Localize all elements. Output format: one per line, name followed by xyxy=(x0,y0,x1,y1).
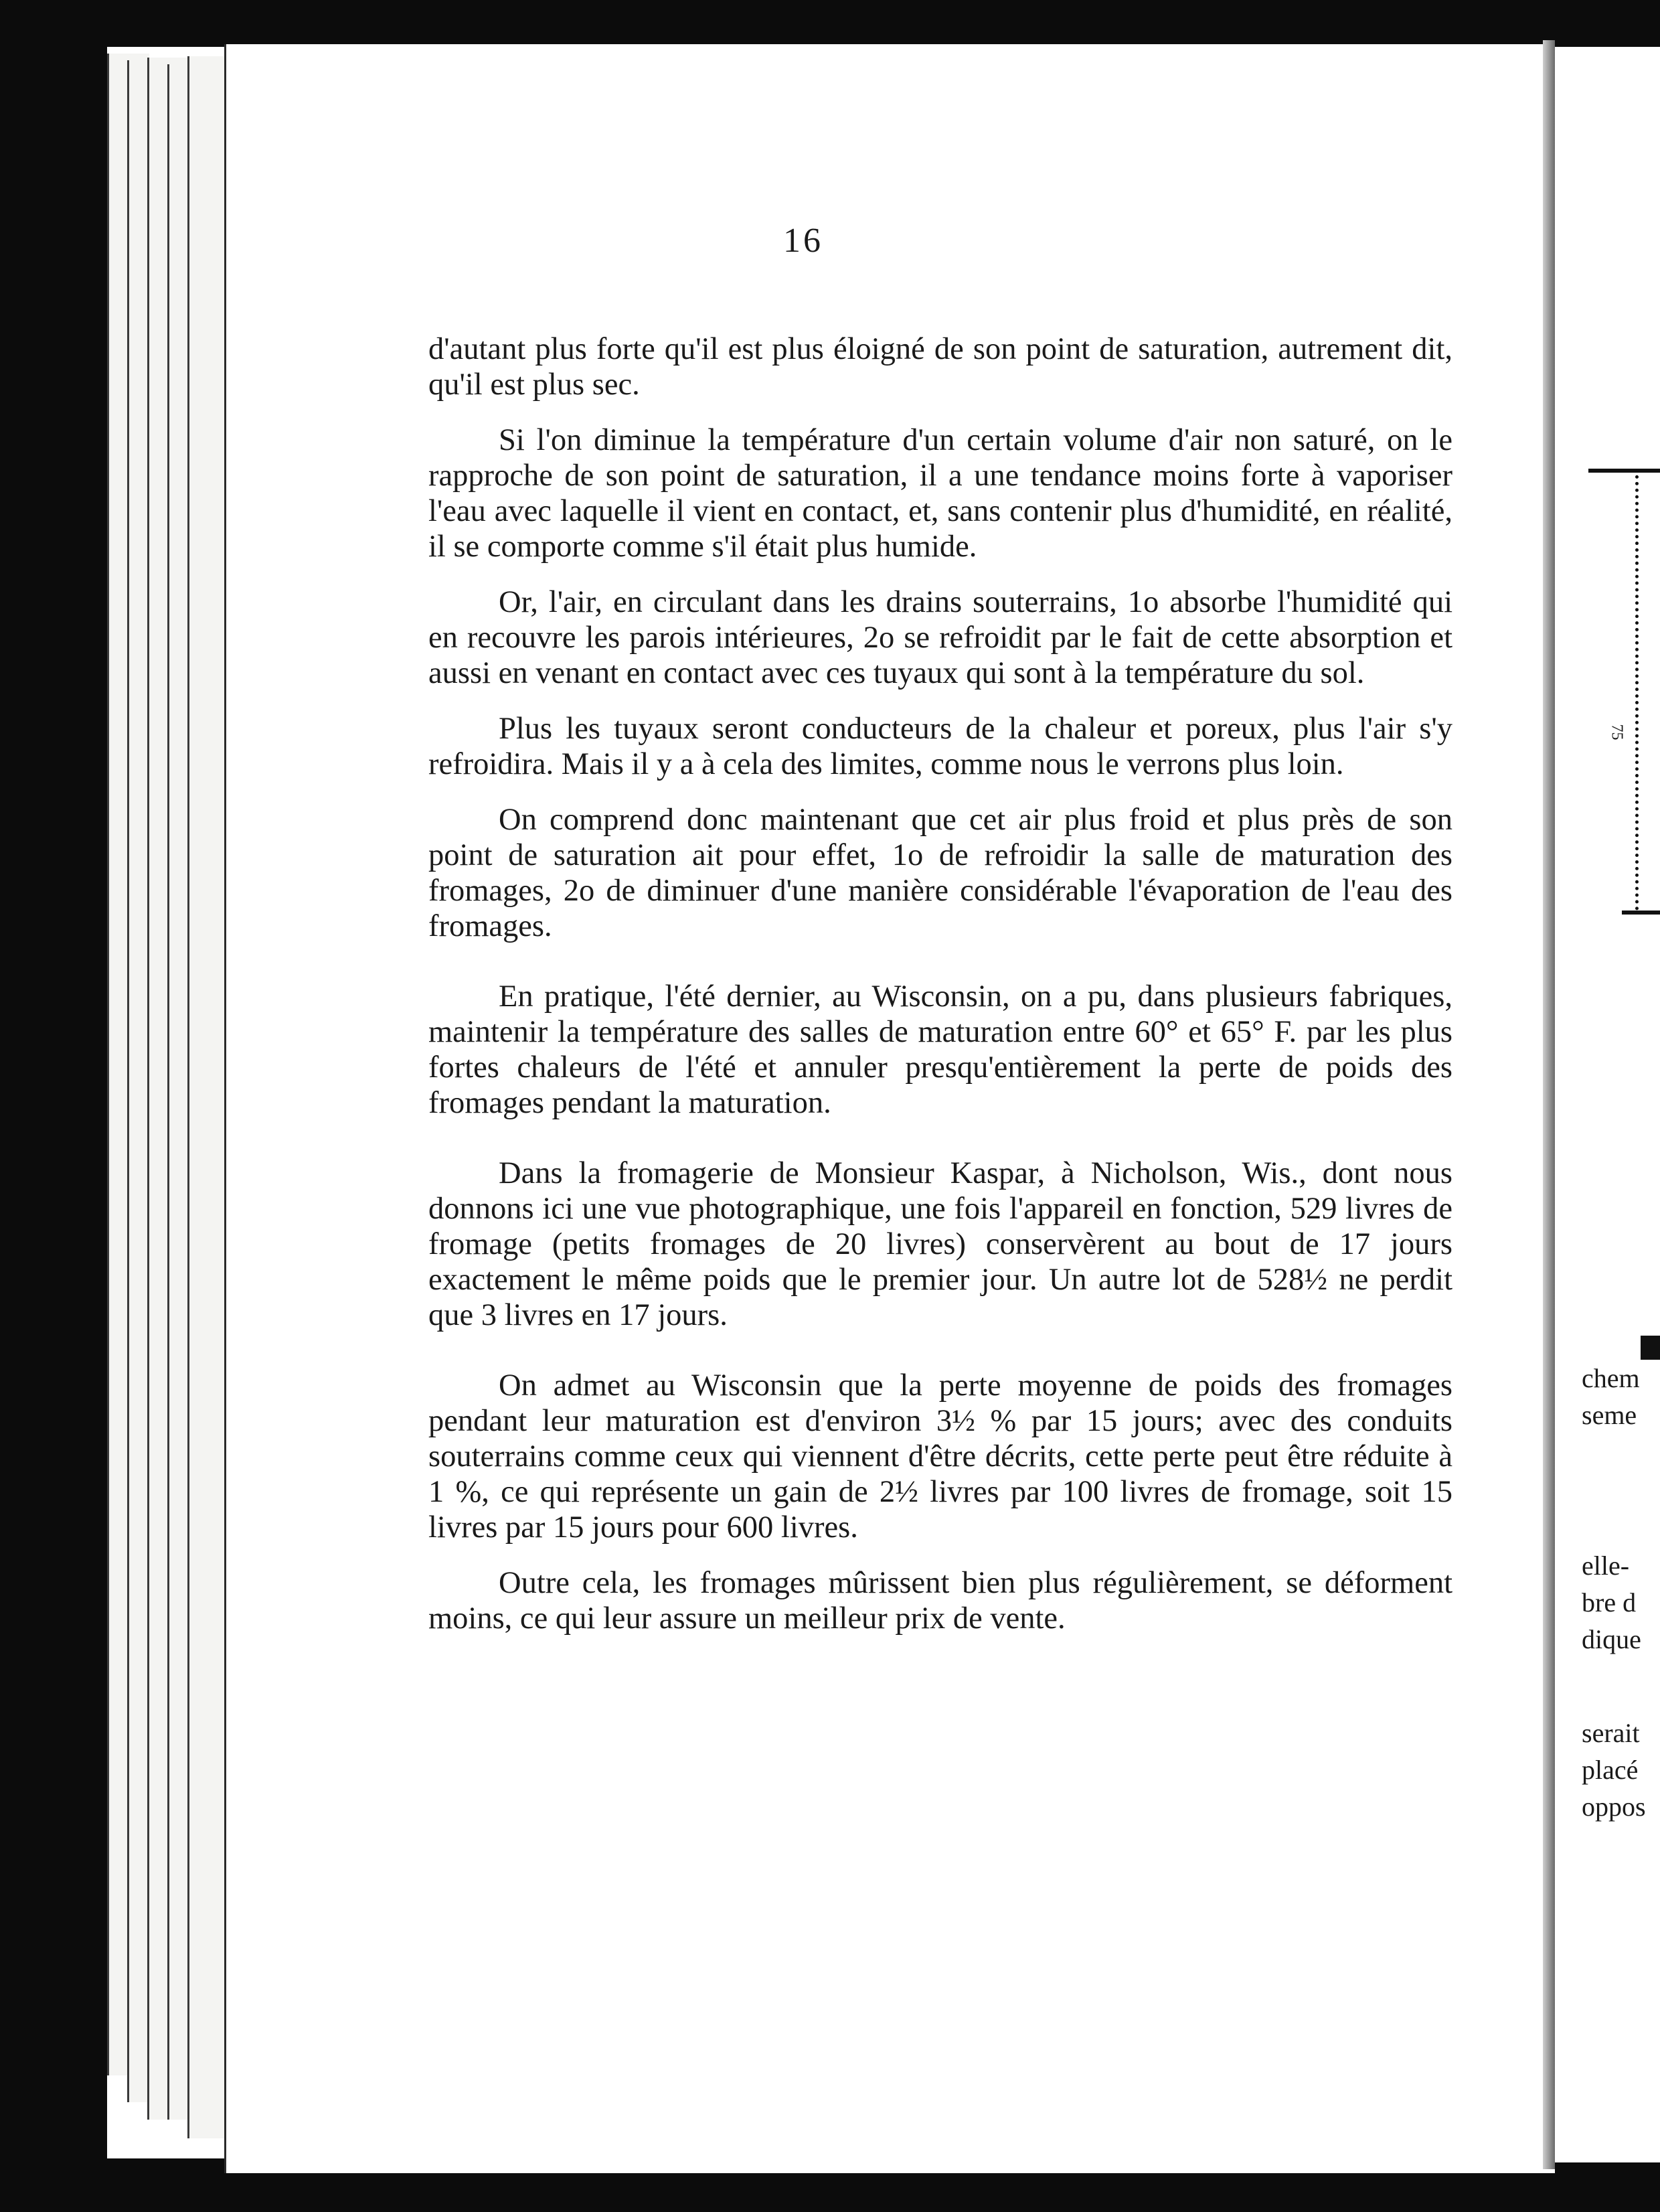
paragraph: Dans la fromagerie de Monsieur Kaspar, à Nicholson, Wis., dont nous donnons ici une vue photographique, une fois l'appareil en fonction, 529 livres de fromage (petits fromages de 20 livres) conservèrent au bout de 17 jours exactement le même poids que le premier jour. Un autre lot de 528½ ne perdit que 3 livres en 17 jours. xyxy=(428,1156,1452,1332)
facing-text-fragment: chem xyxy=(1582,1363,1640,1393)
paragraph: En pratique, l'été dernier, au Wisconsin, on a pu, dans plusieurs fabriques, maintenir la température des salles de maturation entre 60° et 65° F. par les plus fortes chaleurs de l'été et annuler presqu'entièrement la perte de poids des fromages pendant la maturation. xyxy=(428,979,1452,1120)
paragraph: Plus les tuyaux seront conducteurs de la chaleur et poreux, plus l'air s'y refroidira. Mais il y a à cela des limites, comme nous le verrons plus loin. xyxy=(428,712,1452,781)
facing-page xyxy=(1555,60,1660,2162)
technical-drawing xyxy=(1568,435,1660,944)
facing-text-fragment: placé xyxy=(1582,1755,1639,1785)
drawing-bottom-bar xyxy=(1622,911,1660,915)
facing-text-fragment: serait xyxy=(1582,1718,1640,1748)
page-edge xyxy=(187,56,230,2138)
body-text xyxy=(428,331,1452,1656)
paragraph: Or, l'air, en circulant dans les drains souterrains, 1o absorbe l'humidité qui en recouvre les parois intérieures, 2o se refroidit par le fait de cette absorption et aussi en venant en contact avec ces tuyaux qui sont à la température du sol. xyxy=(428,585,1452,690)
facing-text-fragment: elle- xyxy=(1582,1551,1630,1581)
facing-text-fragment: dique xyxy=(1582,1624,1641,1654)
drawing-dimension-label: 75 xyxy=(1608,724,1626,740)
drawing-top-bar xyxy=(1588,469,1660,473)
scan-border-top xyxy=(0,0,1660,47)
drawing-dotted-line xyxy=(1635,469,1639,911)
scan-border-left xyxy=(0,0,107,2212)
book-gutter xyxy=(1543,40,1555,2169)
paragraph: Outre cela, les fromages mûrissent bien plus régulièrement, se déforment moins, ce qui leur assure un meilleur prix de vente. xyxy=(428,1566,1452,1636)
paragraph: On admet au Wisconsin que la perte moyenne de poids des fromages pendant leur maturation est d'environ 3½ % par 15 jours; avec des conduits souterrains comme ceux qui viennent d'être décrits, cette perte peut être réduite à 1 %, ce qui représente un gain de 2½ livres par 100 livres de fromage, soit 15 livres par 15 jours pour 600 livres. xyxy=(428,1368,1452,1545)
facing-text-fragment: oppos xyxy=(1582,1792,1646,1822)
facing-text-fragment: bre d xyxy=(1582,1587,1637,1617)
page-number: 16 xyxy=(783,222,823,260)
facing-text-fragment: seme xyxy=(1582,1400,1637,1430)
paragraph: Si l'on diminue la température d'un certain volume d'air non saturé, on le rapproche de son point de saturation, il a une tendance moins forte à vaporiser l'eau avec laquelle il vient en contact, et, sans contenir plus d'humidité, en réalité, il se comporte comme s'il était plus humide. xyxy=(428,423,1452,564)
paragraph: d'autant plus forte qu'il est plus éloigné de son point de saturation, autrement dit, qu'il est plus sec. xyxy=(428,332,1452,402)
facing-heading-mark xyxy=(1641,1336,1660,1360)
paragraph: On comprend donc maintenant que cet air plus froid et plus près de son point de saturation ait pour effet, 1o de refroidir la salle de maturation des fromages, 2o de diminuer d'une manière considérable l'évaporation de l'eau des fromages. xyxy=(428,803,1452,943)
